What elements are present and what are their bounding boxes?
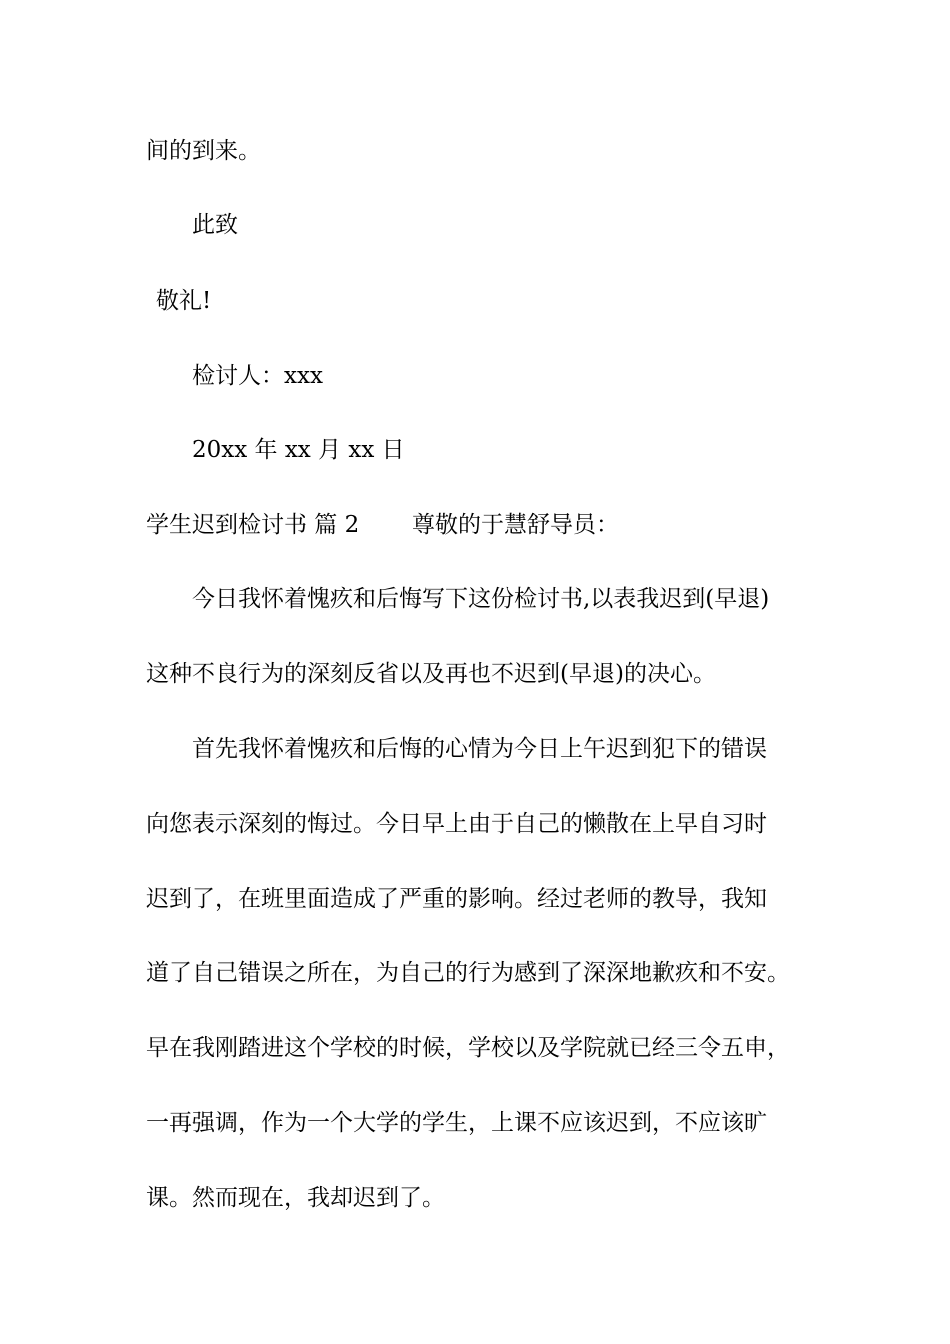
body-line-3: 首先我怀着愧疚和后悔的心情为今日上午迟到犯下的错误 [192,736,767,762]
closing-salutation: 此致 [192,212,238,238]
text-line-1: 间的到来。 [146,138,261,164]
signature-line: 检讨人：xxx [192,363,323,389]
body-line-7: 早在我刚踏进这个学校的时候，学校以及学院就已经三令五申， [146,1035,790,1061]
date-line: 20xx 年 xx 月 xx 日 [192,437,405,463]
section-heading: 学生迟到检讨书 篇 2 [146,512,360,538]
letter-greeting: 尊敬的于慧舒导员： [412,512,619,538]
body-line-1: 今日我怀着愧疚和后悔写下这份检讨书,以表我迟到(早退) [192,586,770,612]
body-line-5: 迟到了，在班里面造成了严重的影响。经过老师的教导，我知 [146,886,767,912]
body-line-9: 课。然而现在，我却迟到了。 [146,1185,445,1211]
body-line-4: 向您表示深刻的悔过。今日早上由于自己的懒散在上早自习时 [146,811,767,837]
body-line-6: 道了自己错误之所在，为自己的行为感到了深深地歉疚和不安。 [146,960,790,986]
closing-regards: 敬礼! [156,288,212,314]
body-line-2: 这种不良行为的深刻反省以及再也不迟到(早退)的决心。 [146,661,716,687]
body-line-8: 一再强调，作为一个大学的学生，上课不应该迟到，不应该旷 [146,1110,767,1136]
